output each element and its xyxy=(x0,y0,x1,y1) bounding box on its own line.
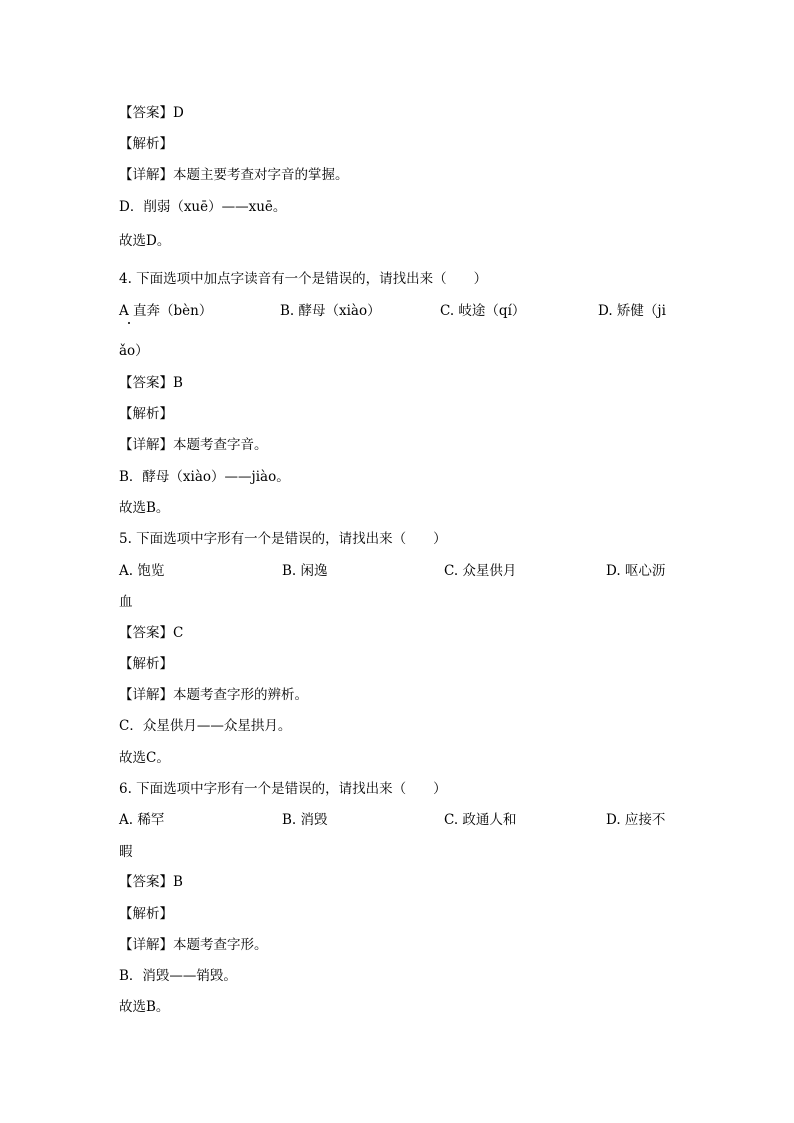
q6-answer-line xyxy=(119,873,183,891)
q4-question: 4. 下面选项中加点字读音有一个是错误的，请找出来（ ） xyxy=(119,271,488,287)
analysis-label: 【解析】 xyxy=(119,136,173,152)
q4-detail-line xyxy=(119,436,268,454)
q5-analysis-label xyxy=(119,655,173,673)
answer-label: 【答案】 xyxy=(119,625,173,641)
detail-label: 【详解】 xyxy=(119,687,173,703)
answer-value: B xyxy=(173,375,183,391)
q6-question: 6. 下面选项中字形有一个是错误的，请找出来（ ） xyxy=(119,781,447,797)
q4-option-c: C. 岐途（qí） xyxy=(440,303,526,319)
q4-correction: B．酵母（xiào）——jiào。 xyxy=(119,469,290,485)
q4-option-a: A 直奔（bèn） xyxy=(119,303,213,319)
answer-label: 【答案】 xyxy=(119,874,173,890)
q3-detail-line xyxy=(119,166,349,184)
q4-option-wrap: ǎo） xyxy=(119,343,149,359)
detail-label: 【详解】 xyxy=(119,437,173,453)
q5-option-b: B. 闲逸 xyxy=(282,563,328,579)
q6-option-b: B. 消毁 xyxy=(282,812,328,828)
q4-option-b: B. 酵母（xiào） xyxy=(280,303,381,319)
q5-detail-line xyxy=(119,686,308,704)
q6-analysis-label xyxy=(119,905,173,923)
answer-label: 【答案】 xyxy=(119,375,173,391)
q5-option-c: C. 众星供月 xyxy=(444,563,517,579)
q5-option-wrap: 血 xyxy=(119,594,133,610)
q5-option-a: A. 饱览 xyxy=(119,563,165,579)
q3-answer-line xyxy=(119,104,184,122)
detail-text: 本题考查字形。 xyxy=(173,937,268,953)
q5-option-d: D. 呕心沥 xyxy=(606,563,666,579)
q4-conclusion: 故选B。 xyxy=(119,500,170,516)
q5-answer-line xyxy=(119,624,183,642)
q3-conclusion: 故选D。 xyxy=(119,233,171,249)
q6-conclusion: 故选B。 xyxy=(119,999,170,1015)
detail-label: 【详解】 xyxy=(119,167,173,183)
q6-option-wrap: 暇 xyxy=(119,844,133,860)
analysis-label: 【解析】 xyxy=(119,656,173,672)
answer-value: D xyxy=(173,105,184,121)
detail-text: 本题考查字形的辨析。 xyxy=(173,687,308,703)
q5-conclusion: 故选C。 xyxy=(119,750,170,766)
answer-value: B xyxy=(173,874,183,890)
q6-option-a: A. 稀罕 xyxy=(119,812,165,828)
detail-label: 【详解】 xyxy=(119,937,173,953)
detail-text: 本题主要考查对字音的掌握。 xyxy=(173,167,349,183)
q4-analysis-label xyxy=(119,405,173,423)
q3-correction: D．削弱（xuē）——xuē。 xyxy=(119,199,287,215)
analysis-label: 【解析】 xyxy=(119,406,173,422)
q3-analysis-label xyxy=(119,135,173,153)
q5-question: 5. 下面选项中字形有一个是错误的，请找出来（ ） xyxy=(119,531,447,547)
answer-value: C xyxy=(173,625,184,641)
detail-text: 本题考查字音。 xyxy=(173,437,268,453)
q5-correction: C．众星供月——众星拱月。 xyxy=(119,718,292,734)
q4-answer-line xyxy=(119,374,183,392)
analysis-label: 【解析】 xyxy=(119,906,173,922)
q6-option-d: D. 应接不 xyxy=(606,812,666,828)
emphasis-dot xyxy=(128,322,130,324)
q6-option-c: C. 政通人和 xyxy=(444,812,517,828)
answer-label: 【答案】 xyxy=(119,105,173,121)
q4-option-d: D. 矫健（ji xyxy=(598,303,666,319)
q6-detail-line xyxy=(119,936,268,954)
q6-correction: B．消毁——销毁。 xyxy=(119,968,237,984)
